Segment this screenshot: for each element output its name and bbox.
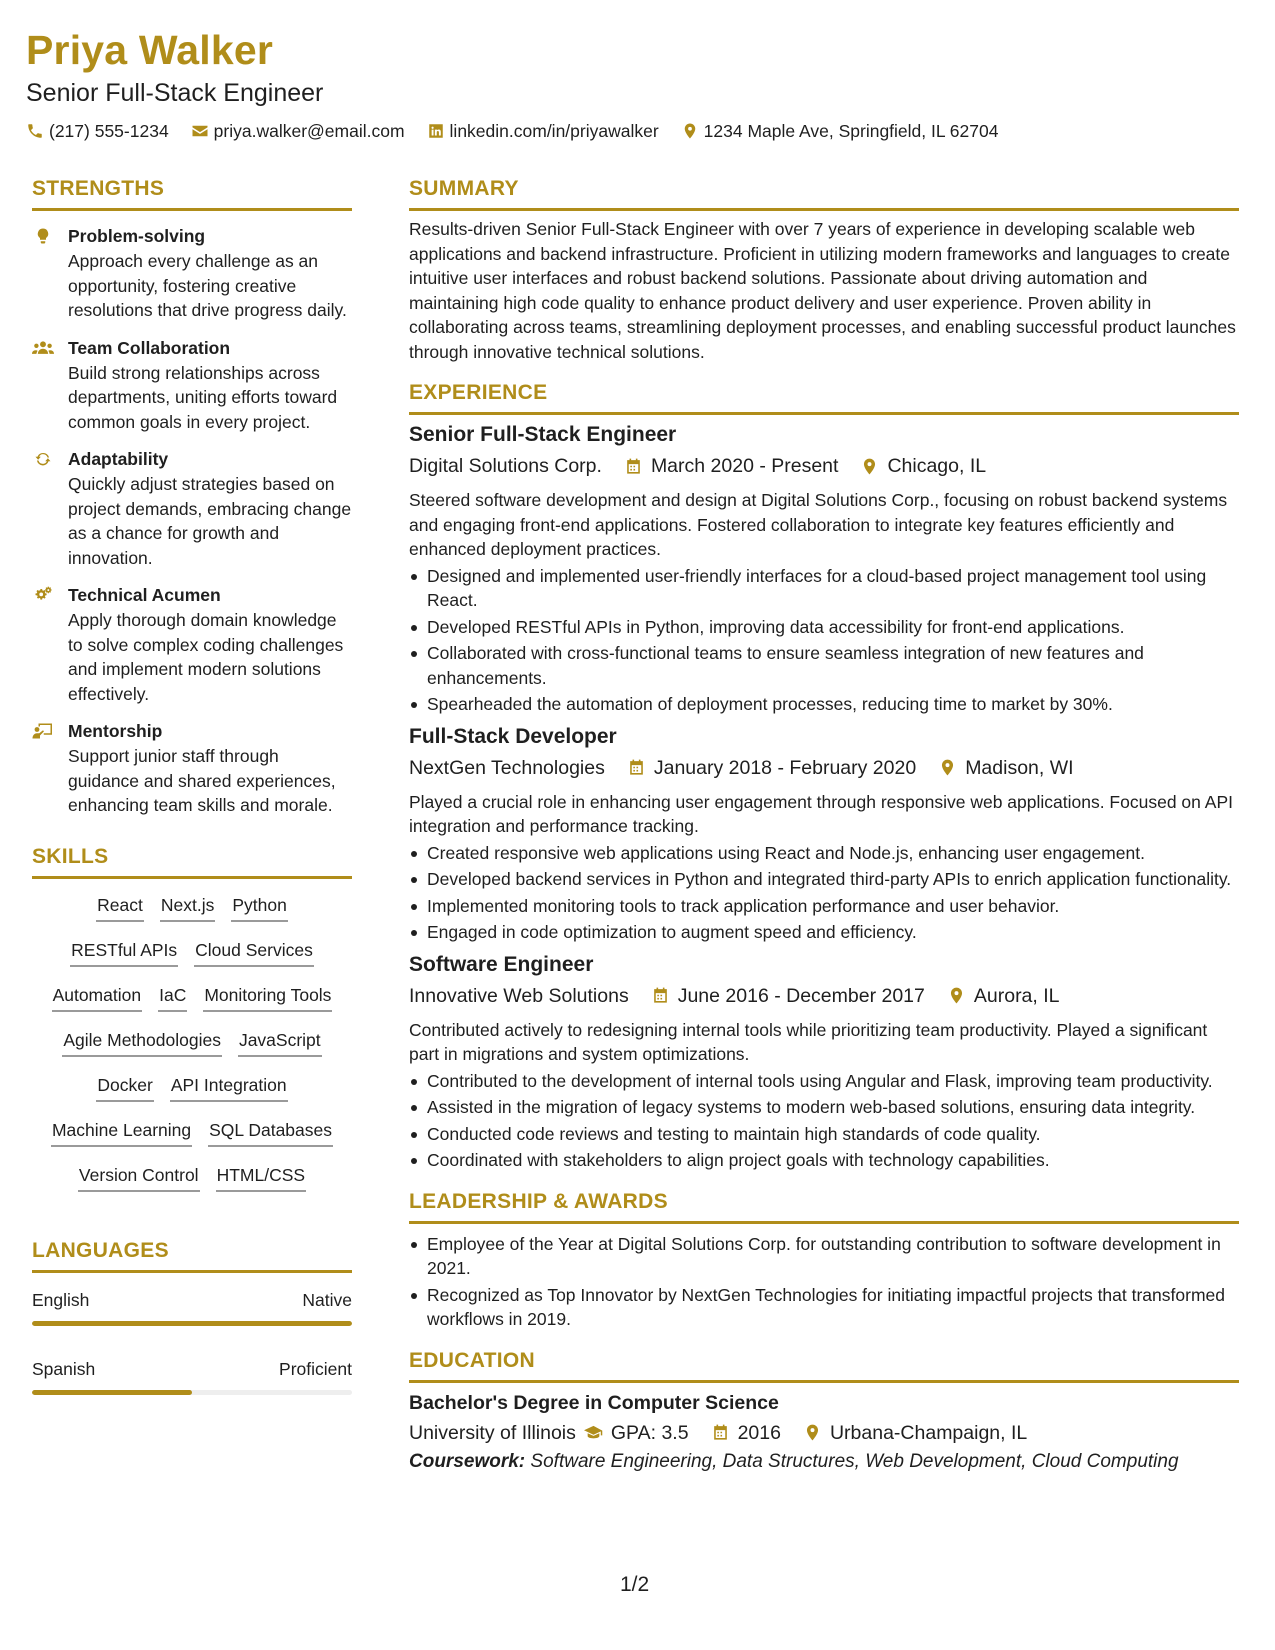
- skill-row: [32, 893, 352, 938]
- lightbulb-icon: [32, 227, 54, 245]
- job-bullets: [409, 1069, 1239, 1173]
- strength-desc: Build strong relationships across departments, uniting efforts toward common goals in every project.: [68, 362, 338, 432]
- strength-desc: Apply thorough domain knowledge to solve complex coding challenges and implement modern solutions effectively.: [68, 610, 344, 704]
- left-column: [32, 176, 352, 1395]
- skill-tag: IaC: [158, 983, 187, 1012]
- cogs-icon: [32, 586, 54, 604]
- linkedin-text: linkedin.com/in/priyawalker: [449, 121, 659, 141]
- resume-header: [26, 26, 1246, 142]
- envelope-icon: [191, 122, 209, 140]
- language-item: [32, 1289, 352, 1326]
- map-marker-icon: [938, 758, 957, 777]
- skill-tag: HTML/CSS: [216, 1163, 306, 1192]
- linkedin-icon: [427, 122, 445, 140]
- skill-tag: React: [96, 893, 144, 922]
- calendar-icon: [627, 758, 646, 777]
- job-dates: January 2018 - February 2020: [653, 756, 917, 779]
- skill-tag: API Integration: [170, 1073, 288, 1102]
- education-title: EDUCATION: [409, 1348, 1239, 1383]
- job-bullet: Assisted in the migration of legacy systems to modern web-based solutions, ensuring data integrity.: [409, 1095, 1239, 1120]
- strength-desc: Approach every challenge as an opportunity, fostering creative resolutions that drive progress daily.: [68, 251, 347, 320]
- map-marker-icon: [803, 1423, 822, 1442]
- skill-tag: Docker: [96, 1073, 153, 1102]
- summary-title: SUMMARY: [409, 176, 1239, 211]
- language-bar: [32, 1321, 352, 1326]
- sync-icon: [32, 450, 54, 468]
- job-entry: [409, 723, 1239, 945]
- strength-item: [32, 225, 352, 323]
- job-company: NextGen Technologies: [409, 756, 605, 779]
- strength-item: [32, 720, 352, 818]
- users-icon: [32, 339, 54, 357]
- skill-row: [32, 983, 352, 1028]
- coursework-label: Coursework:: [409, 1450, 526, 1472]
- award-item: Recognized as Top Innovator by NextGen Technologies for initiating impactful projects that transformed workflows in 2019.: [409, 1283, 1239, 1332]
- gpa-text: GPA: 3.5: [610, 1421, 689, 1444]
- strength-item: [32, 584, 352, 706]
- job-meta: [409, 754, 1239, 782]
- job-bullets: [409, 564, 1239, 717]
- education-meta: [409, 1419, 1239, 1447]
- address-text: 1234 Maple Ave, Springfield, IL 62704: [703, 121, 999, 141]
- skills-list: [32, 893, 352, 1208]
- education-entry: [409, 1389, 1239, 1475]
- skill-tag: Version Control: [78, 1163, 200, 1192]
- experience-title: EXPERIENCE: [409, 380, 1239, 415]
- job-bullet: Contributed to the development of internal tools using Angular and Flask, improving team productivity.: [409, 1069, 1239, 1094]
- strength-item: [32, 337, 352, 435]
- calendar-icon: [624, 457, 643, 476]
- job-bullet: Coordinated with stakeholders to align project goals with technology capabilities.: [409, 1148, 1239, 1173]
- language-level: Proficient: [279, 1358, 352, 1379]
- job-dates: March 2020 - Present: [650, 455, 839, 477]
- skill-row: [32, 938, 352, 983]
- job-bullet: Developed RESTful APIs in Python, improving data accessibility for front-end applications.: [409, 615, 1239, 640]
- job-description: Steered software development and design at Digital Solutions Corp., focusing on robust backend systems and engaging front-end applications. Fostered collaboration to integrate key features efficiently and enhanced deployment practices.: [409, 490, 1228, 559]
- map-marker-icon: [860, 457, 879, 476]
- skill-tag: Next.js: [160, 893, 215, 922]
- job-bullet: Collaborated with cross-functional teams to ensure seamless integration of new features and enhancements.: [409, 641, 1239, 690]
- job-description: Played a crucial role in enhancing user engagement through responsive web applications. Focused on API integration and performance tracking.: [409, 791, 1233, 836]
- language-level: Native: [302, 1289, 352, 1310]
- job-dates: June 2016 - December 2017: [677, 984, 925, 1007]
- job-company: Digital Solutions Corp.: [409, 455, 602, 477]
- job-entry: [409, 421, 1239, 717]
- right-column: [409, 176, 1239, 1475]
- language-item: [32, 1358, 352, 1395]
- job-bullet: Created responsive web applications using React and Node.js, enhancing user engagement.: [409, 841, 1239, 866]
- contact-phone[interactable]: [26, 120, 169, 142]
- graduation-year: 2016: [737, 1421, 781, 1444]
- skill-tag: Automation: [52, 983, 143, 1012]
- page-number: 1/2: [620, 1573, 650, 1596]
- email-text: priya.walker@email.com: [213, 121, 405, 141]
- job-bullets: [409, 841, 1239, 945]
- job-bullet: Designed and implemented user-friendly interfaces for a cloud-based project management tool using React.: [409, 564, 1239, 613]
- skill-tag: Agile Methodologies: [62, 1028, 222, 1057]
- job-bullet: Conducted code reviews and testing to maintain high standards of code quality.: [409, 1122, 1239, 1147]
- school-location: Urbana-Champaign, IL: [829, 1421, 1028, 1444]
- strength-title: Mentorship: [68, 721, 163, 741]
- job-bullet: Implemented monitoring tools to track application performance and user behavior.: [409, 894, 1239, 919]
- skill-row: [32, 1163, 352, 1208]
- strengths-title: STRENGTHS: [32, 176, 352, 211]
- strength-desc: Quickly adjust strategies based on project demands, embracing change as a chance for growth and innovation.: [68, 474, 352, 568]
- language-bar-fill: [32, 1321, 352, 1326]
- skill-tag: Python: [231, 893, 287, 922]
- coursework: [409, 1449, 1239, 1475]
- contact-linkedin[interactable]: [427, 120, 659, 142]
- skill-tag: SQL Databases: [208, 1118, 333, 1147]
- language-name: Spanish: [32, 1358, 96, 1379]
- strength-item: [32, 448, 352, 570]
- job-meta: [409, 982, 1239, 1010]
- strength-title: Adaptability: [68, 449, 169, 469]
- job-title: Software Engineer: [409, 952, 594, 976]
- job-entry: [409, 951, 1239, 1173]
- school-name: University of Illinois: [409, 1421, 576, 1444]
- strength-title: Team Collaboration: [68, 337, 231, 358]
- language-name: English: [32, 1289, 90, 1310]
- coursework-list: Software Engineering, Data Structures, Web Development, Cloud Computing: [530, 1450, 1179, 1472]
- skill-row: [32, 1073, 352, 1118]
- job-location: Chicago, IL: [887, 455, 987, 477]
- language-bar: [32, 1390, 352, 1395]
- map-marker-icon: [681, 122, 699, 140]
- awards-list: [409, 1232, 1239, 1332]
- awards-title: LEADERSHIP & AWARDS: [409, 1189, 1239, 1224]
- language-bar-fill: [32, 1390, 192, 1395]
- award-item: Employee of the Year at Digital Solutions Corp. for outstanding contribution to software development in 2021.: [409, 1232, 1239, 1281]
- phone-text: (217) 555-1234: [49, 121, 169, 141]
- degree-title: Bachelor's Degree in Computer Science: [409, 1391, 779, 1414]
- job-company: Innovative Web Solutions: [409, 984, 629, 1007]
- job-location: Aurora, IL: [973, 984, 1060, 1007]
- job-bullet: Developed backend services in Python and integrated third-party APIs to enrich application functionality.: [409, 867, 1239, 892]
- skill-tag: Monitoring Tools: [203, 983, 332, 1012]
- job-title: Full-Stack Developer: [409, 724, 617, 748]
- skill-row: [32, 1118, 352, 1163]
- teacher-icon: [32, 722, 54, 740]
- skill-tag: Machine Learning: [51, 1118, 192, 1147]
- skill-row: [32, 1028, 352, 1073]
- job-title: Senior Full-Stack Engineer: [409, 423, 677, 446]
- job-description: Contributed actively to redesigning internal tools while prioritizing team productivity. Played a significant part in migrations and system optimizations.: [409, 1019, 1208, 1064]
- job-bullet: Engaged in code optimization to augment speed and efficiency.: [409, 920, 1239, 945]
- phone-icon: [26, 122, 44, 140]
- languages-title: LANGUAGES: [32, 1238, 352, 1273]
- candidate-name: Priya Walker: [26, 27, 274, 73]
- summary-text: Results-driven Senior Full-Stack Engineer with over 7 years of experience in developing scalable web applications and backend infrastructure. Proficient in utilizing modern frameworks and languages to create intuitive user interfaces and robust backend solutions. Passionate about driving automation and maintaining high code quality to enhance product delivery and user experience. Proven ability in collaborating across teams, streamlining deployment processes, and enabling successful product launches through innovative technical solutions.: [409, 219, 1236, 362]
- contact-email[interactable]: [191, 120, 405, 142]
- skill-tag: RESTful APIs: [70, 938, 178, 967]
- contact-bar: [26, 120, 1246, 142]
- skill-tag: Cloud Services: [194, 938, 314, 967]
- map-marker-icon: [947, 986, 966, 1005]
- job-bullet: Spearheaded the automation of deployment processes, reducing time to market by 30%.: [409, 692, 1239, 717]
- skills-title: SKILLS: [32, 844, 352, 879]
- contact-address: [681, 120, 999, 142]
- graduation-cap-icon: [584, 1423, 603, 1442]
- strength-title: Problem-solving: [68, 226, 206, 246]
- strength-title: Technical Acumen: [68, 585, 221, 605]
- skill-tag: JavaScript: [238, 1028, 322, 1057]
- candidate-role: Senior Full-Stack Engineer: [26, 79, 324, 107]
- job-meta: [409, 452, 1239, 480]
- calendar-icon: [711, 1423, 730, 1442]
- strength-desc: Support junior staff through guidance and shared experiences, enhancing team skills and morale.: [68, 746, 336, 815]
- job-location: Madison, WI: [965, 756, 1074, 779]
- calendar-icon: [651, 986, 670, 1005]
